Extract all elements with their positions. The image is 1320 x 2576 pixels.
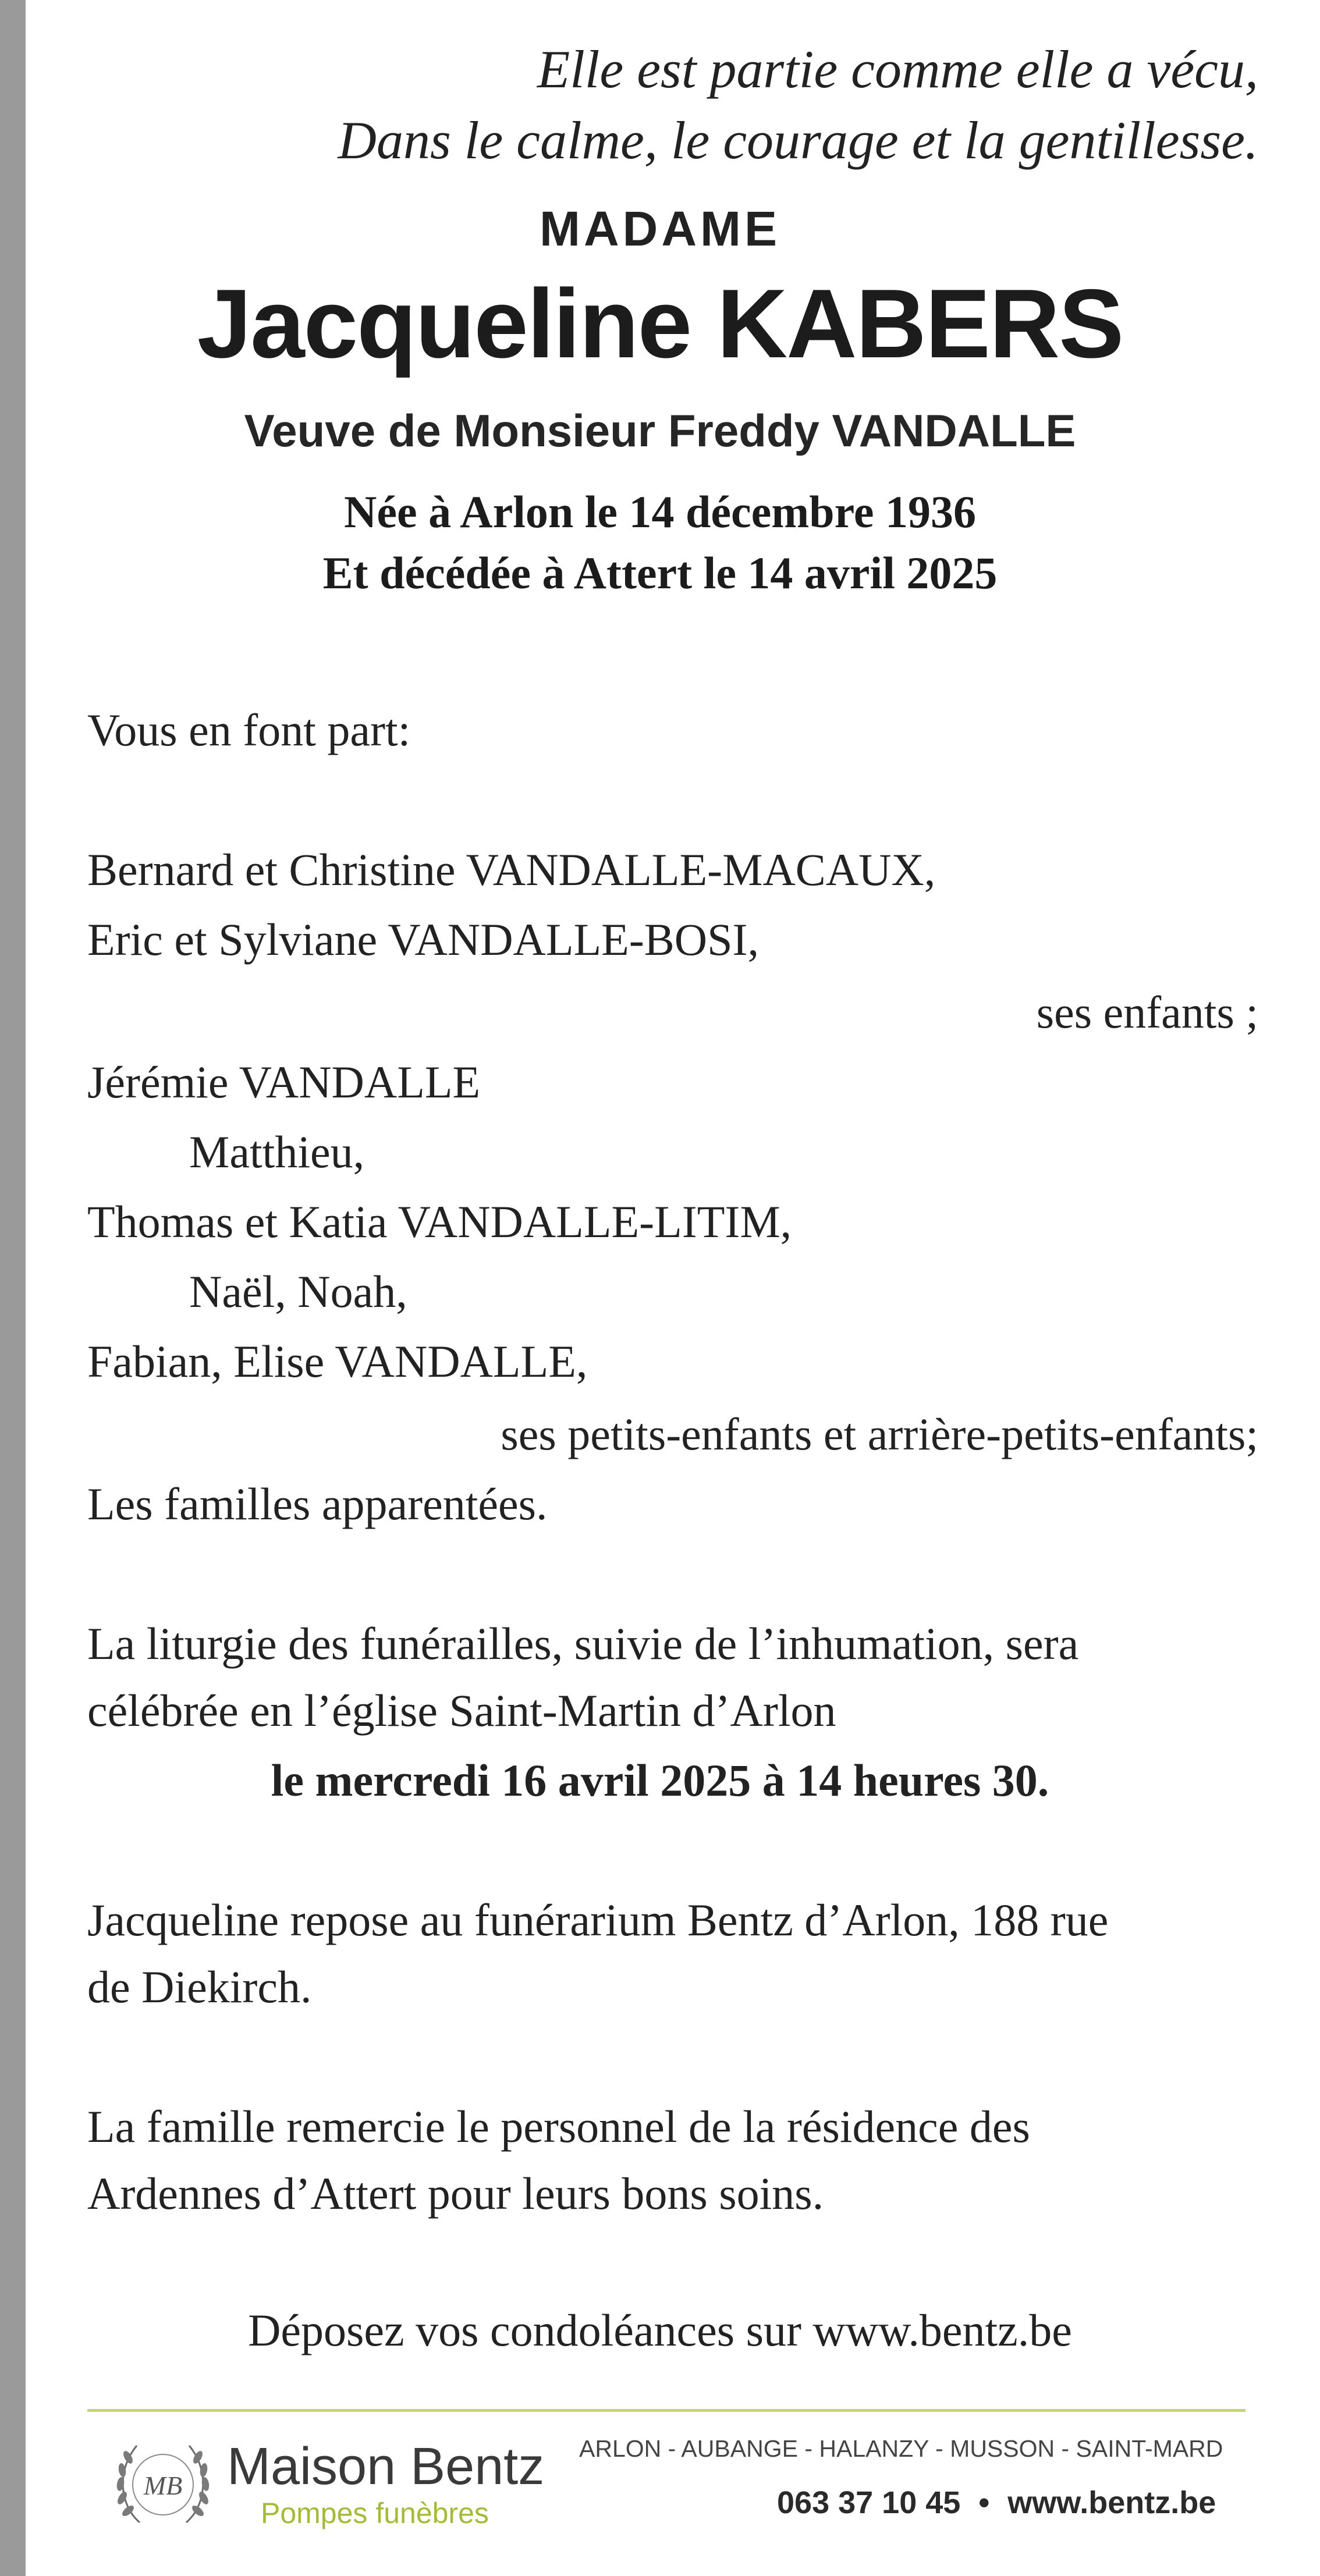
children-label: ses enfants ; <box>1036 987 1258 1037</box>
grandchildren-label: ses petits-enfants et arrière-petits-enfants; <box>501 1409 1258 1459</box>
laurel-emblem-icon <box>105 2424 221 2540</box>
funeral-text-line: célébrée en l’église Saint-Martin d’Arlon <box>87 1685 836 1736</box>
left-margin-bar <box>0 0 26 2576</box>
thanks-text-line: La famille remercie le personnel de la résidence des <box>87 2101 1030 2152</box>
great-grandchild-line: Matthieu, <box>189 1127 365 1177</box>
brand-name: Maison Bentz <box>227 2438 545 2496</box>
brand-tagline: Pompes funèbres <box>261 2497 489 2529</box>
emblem-monogram: MB <box>143 2471 183 2500</box>
grandchild-line: Thomas et Katia VANDALLE-LITIM, <box>87 1196 792 1247</box>
contact-line <box>777 2485 1216 2521</box>
funeral-date: le mercredi 16 avril 2025 à 14 heures 30. <box>271 1755 1049 1806</box>
website-link[interactable]: www.bentz.be <box>1007 2485 1216 2520</box>
epigraph <box>338 34 1258 176</box>
great-grandchild-line: Naël, Noah, <box>189 1266 407 1317</box>
epigraph-line: Dans le calme, le courage et la gentillesse. <box>338 111 1258 170</box>
death-line: Et décédée à Attert le 14 avril 2025 <box>322 548 998 598</box>
condolences-line: Déposez vos condoléances sur www.bentz.be <box>248 2305 1072 2355</box>
footer-divider <box>87 2409 1246 2412</box>
funeral-text-line: La liturgie des funérailles, suivie de l’inhumation, sera <box>87 1618 1079 1669</box>
families-line: Les familles apparentées. <box>87 1479 548 1529</box>
honorific-title: MADAME <box>540 201 780 256</box>
widow-of-line: Veuve de Monsieur Freddy VANDALLE <box>244 405 1076 456</box>
child-line: Bernard et Christine VANDALLE-MACAUX, <box>87 844 936 895</box>
birth-line: Née à Arlon le 14 décembre 1936 <box>344 486 976 537</box>
deceased-name: Jacqueline KABERS <box>197 269 1123 378</box>
thanks-text-line: Ardennes d’Attert pour leurs bons soins. <box>87 2168 824 2219</box>
phone-number: 063 37 10 45 <box>777 2485 961 2520</box>
rest-text-line: Jacqueline repose au funérarium Bentz d’Arlon, 188 rue <box>87 1895 1109 1945</box>
separator-dot: • <box>978 2485 990 2520</box>
grandchild-line: Jérémie VANDALLE <box>87 1057 481 1107</box>
rest-text-line: de Diekirch. <box>87 1962 312 2012</box>
announcement-intro: Vous en font part: <box>87 705 411 755</box>
grandchild-line: Fabian, Elise VANDALLE, <box>87 1336 588 1387</box>
locations-line: ARLON - AUBANGE - HALANZY - MUSSON - SAINT-MARD <box>579 2435 1223 2462</box>
child-line: Eric et Sylviane VANDALLE-BOSI, <box>87 914 759 965</box>
epigraph-line: Elle est partie comme elle a vécu, <box>537 40 1258 99</box>
